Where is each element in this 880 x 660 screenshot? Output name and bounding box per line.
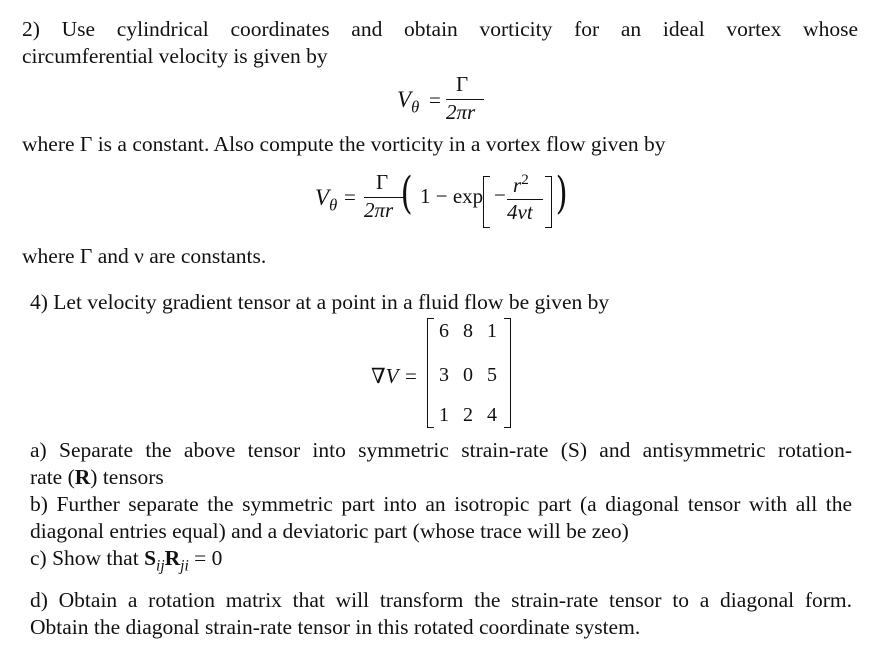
eq2-right-bracket (545, 176, 552, 228)
matrix-cell: 4 (487, 404, 497, 426)
eq2-inner-minus: − (494, 183, 506, 207)
matrix-cell: 6 (439, 320, 449, 342)
matrix-left-bracket (427, 318, 434, 428)
eq2-left-paren: ( (400, 168, 413, 219)
matrix-cell: 3 (439, 364, 449, 386)
eq1-denominator: 2πr (446, 100, 476, 124)
eq2-left-bracket (483, 176, 490, 228)
matrix-cell: 5 (487, 364, 497, 386)
eq1-lhs: $V_\theta$ (397, 87, 420, 117)
matrix-eq-equals: = (405, 364, 417, 388)
matrix-cell: 0 (463, 364, 473, 386)
eq2-right-paren: ) (555, 168, 568, 219)
part-d-line2: Obtain the diagonal strain-rate tensor in this rotated coordinate system. (30, 615, 641, 639)
eq2-equals: = (344, 185, 356, 209)
matrix-cell: 2 (463, 404, 473, 426)
eq1-numerator: Γ (456, 72, 469, 96)
eq2-denominator: 2πr (364, 198, 394, 222)
eq2-numerator: Γ (376, 170, 389, 194)
part-a-line1: a) Separate the above tensor into symmetric strain-rate (S) and antisymmetric rotation- (30, 438, 852, 462)
problem2-line3: where Γ is a constant. Also compute the vorticity in a vortex flow given by (22, 132, 666, 156)
part-b-line1: b) Further separate the symmetric part into an isotropic part (a diagonal tensor with all the (30, 492, 852, 516)
matrix-cell: 8 (463, 320, 473, 342)
problem2-line2: circumferential velocity is given by (22, 44, 328, 68)
eq2-one-minus-exp: 1 − exp (420, 184, 484, 208)
matrix-cell: 1 (487, 320, 497, 342)
part-c: c) Show that $S_{ij}R_{ji} = 0$ (30, 546, 223, 575)
matrix-eq-lhs: ∇V (371, 364, 399, 388)
part-b-line2: diagonal entries equal) and a deviatoric part (whose trace will be zeo) (30, 519, 629, 543)
eq2-inner-denominator: 4νt (507, 200, 533, 224)
matrix-right-bracket (504, 318, 511, 428)
problem2-line1: 2) Use cylindrical coordinates and obtain vorticity for an ideal vortex whose (22, 17, 858, 41)
part-d-line1: d) Obtain a rotation matrix that will transform the strain-rate tensor to a diagonal form. (30, 588, 852, 612)
eq2-lhs: $V_\theta$ (315, 185, 338, 215)
matrix-cell: 1 (439, 404, 449, 426)
problem4-line1: 4) Let velocity gradient tensor at a point in a fluid flow be given by (30, 290, 610, 314)
problem2-line4: where Γ and ν are constants. (22, 244, 267, 268)
eq2-inner-numerator: $r^2$ (513, 172, 529, 197)
part-a-line2: rate (R) tensors (30, 465, 164, 489)
eq1-equals: = (429, 88, 441, 112)
